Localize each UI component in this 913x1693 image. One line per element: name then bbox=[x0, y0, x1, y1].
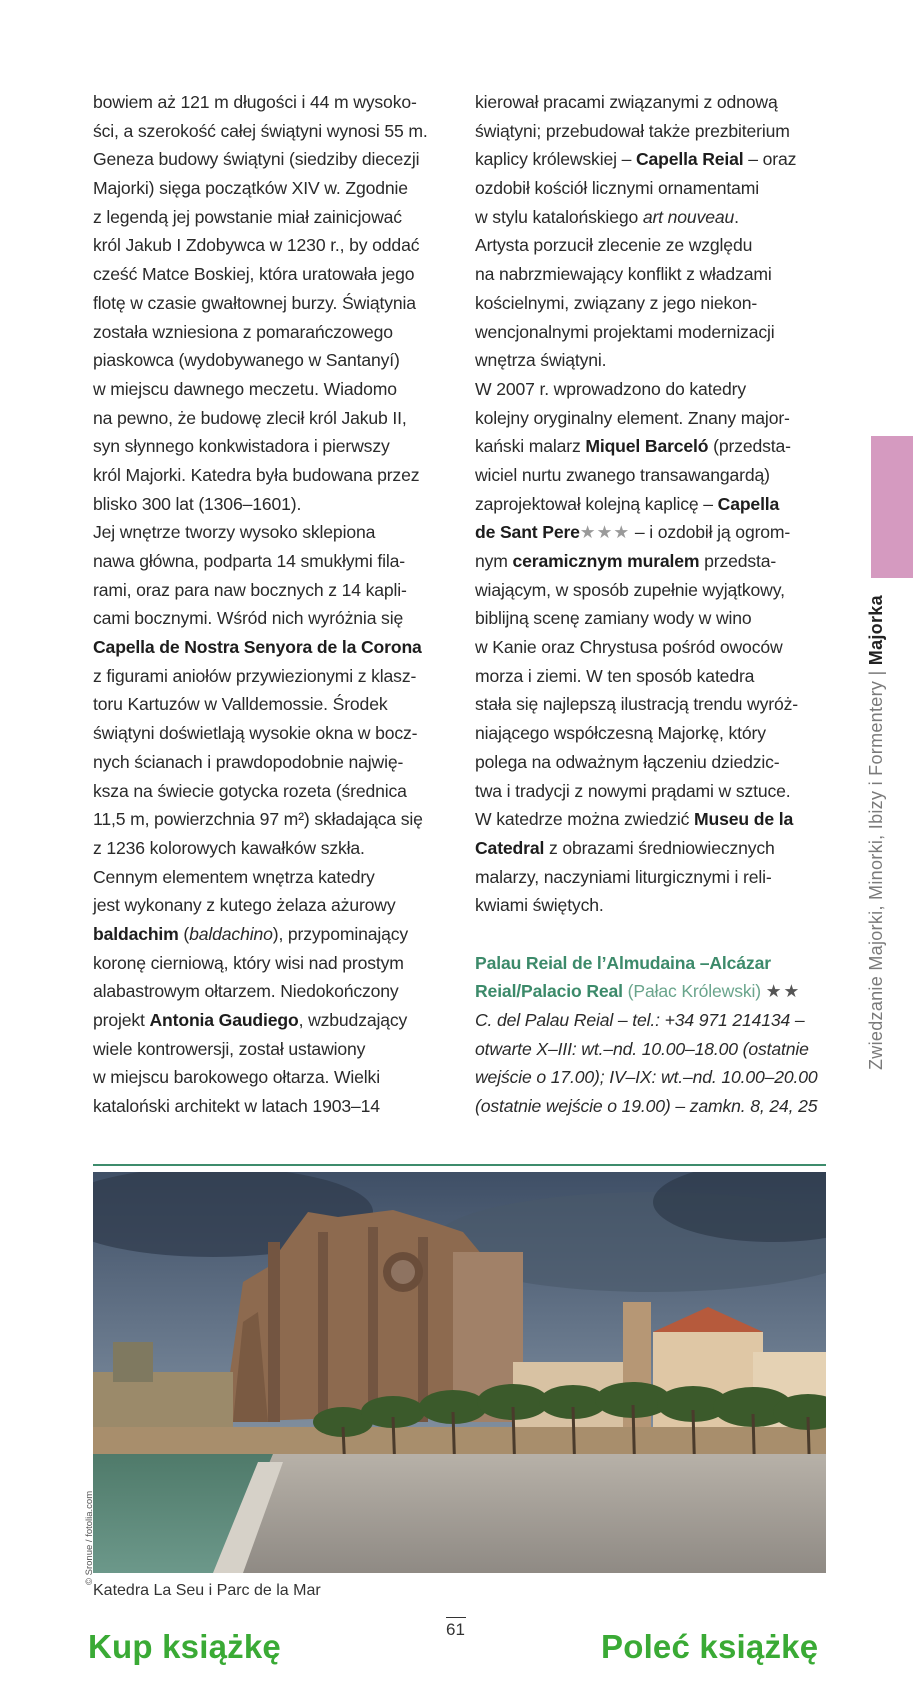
text-line: Geneza budowy świątyni (siedziby diecezji bbox=[93, 149, 420, 170]
text-fragment: kański malarz bbox=[475, 436, 586, 457]
text-line: malarzy, naczyniami liturgicznymi i reli- bbox=[475, 866, 772, 887]
recommend-book-link[interactable]: Poleć książkę bbox=[601, 1628, 819, 1665]
text-fragment: zaprojektował kolejną kaplicę – bbox=[475, 493, 718, 514]
bold-term: de Sant Pere bbox=[475, 522, 580, 543]
text-line: alabastrowym ołtarzem. Niedokończony bbox=[93, 981, 399, 1002]
text-fragment: projekt bbox=[93, 1010, 150, 1030]
bold-term: baldachim bbox=[93, 923, 179, 944]
section-heading-translation: (Pałac Królewski) bbox=[622, 981, 766, 1002]
text-line bbox=[475, 805, 825, 834]
text-line: świątyni; przebudował także prezbiterium bbox=[475, 120, 790, 141]
text-line: stała się najlepszą ilustracją trendu wyróż- bbox=[475, 694, 798, 715]
text-line: wiele kontrowersji, został ustawiony bbox=[93, 1038, 366, 1059]
text-line: ozdobił kościół licznymi ornamentami bbox=[475, 178, 760, 199]
text-line: świątyni doświetlają wysokie okna w bocz- bbox=[93, 723, 418, 744]
text-line: na pewno, że budowę zlecił król Jakub II, bbox=[93, 407, 407, 428]
rating-stars-icon: ★★ bbox=[765, 981, 802, 1002]
left-text-column bbox=[93, 88, 443, 1121]
text-line: piaskowca (wydobywanego w Santanyí) bbox=[93, 350, 400, 371]
text-fragment: W katedrze można zwiedzić bbox=[475, 809, 695, 830]
text-line: blisko 300 lat (1306–1601). bbox=[93, 493, 302, 514]
bold-term: Capella Reial bbox=[635, 149, 744, 170]
text-fragment: przedsta- bbox=[699, 551, 777, 571]
text-line: bowiem aż 121 m długości i 44 m wysoko- bbox=[93, 92, 417, 112]
text-line: w miejscu barokowego ołtarza. Wielki bbox=[93, 1067, 380, 1088]
divider bbox=[93, 1164, 826, 1166]
text-fragment: . bbox=[734, 206, 739, 227]
spacer bbox=[475, 920, 825, 949]
text-line: została wzniesiona z pomarańczowego bbox=[93, 321, 393, 342]
buy-book-link[interactable]: Kup książkę bbox=[88, 1628, 281, 1665]
text-line: kierował pracami związanymi z odnową bbox=[475, 92, 778, 112]
right-text-column bbox=[475, 88, 825, 1121]
text-line: twa i tradycji z nowymi prądami w sztuce. bbox=[475, 780, 791, 801]
text-line bbox=[475, 834, 825, 863]
page-number: 61 bbox=[446, 1620, 465, 1639]
text-line: biblijną scenę zamiany wody w wino bbox=[475, 608, 752, 629]
bold-term: Antonia Gaudiego bbox=[149, 1010, 299, 1030]
text-fragment: (przedsta- bbox=[708, 436, 791, 457]
text-line: niającego współczesną Majorkę, który bbox=[475, 723, 766, 744]
chapter-path: Zwiedzanie Majorki, Minorki, Ibizy i Formentery | bbox=[866, 665, 886, 1070]
text-line: cześć Matce Boskiej, która uratowała jego bbox=[93, 264, 415, 285]
bold-term: Capella bbox=[717, 493, 780, 514]
text-line: cami bocznymi. Wśród nich wyróżnia się bbox=[93, 608, 404, 629]
text-line: flotę w czasie gwałtownej burzy. Świątynia bbox=[93, 292, 416, 313]
section-heading-line bbox=[475, 977, 825, 1006]
text-line bbox=[93, 633, 443, 662]
text-line: na nabrzmiewający konflikt z władzami bbox=[475, 264, 772, 285]
section-heading-text: Reial/Palacio Real bbox=[475, 981, 623, 1002]
photo-caption: Katedra La Seu i Parc de la Mar bbox=[93, 1582, 321, 1599]
chapter-current: Majorka bbox=[866, 595, 886, 666]
text-line bbox=[93, 920, 443, 949]
text-line: ksza na świecie gotycka rozeta (średnica bbox=[93, 780, 407, 801]
text-line bbox=[475, 518, 825, 547]
text-line: kościelnymi, związany z jego niekon- bbox=[475, 292, 758, 313]
text-line: kwiami świętych. bbox=[475, 895, 604, 916]
text-fragment: – i ozdobił ją ogrom- bbox=[630, 522, 791, 543]
text-line: wencjonalnymi projektami modernizacji bbox=[475, 321, 775, 342]
bold-term: Museu de la bbox=[694, 809, 794, 830]
info-line: otwarte X–III: wt.–nd. 10.00–18.00 (ostatnie bbox=[475, 1038, 809, 1059]
text-line bbox=[475, 490, 825, 519]
text-line: Cennym elementem wnętrza katedry bbox=[93, 866, 375, 887]
text-fragment: kaplicy królewskiej – bbox=[475, 149, 636, 170]
text-line: 11,5 m, powierzchnia 97 m²) składająca się bbox=[93, 809, 423, 830]
text-line: wnętrza świątyni. bbox=[475, 350, 607, 371]
bold-term: Miquel Barceló bbox=[585, 436, 709, 457]
text-line: polega na odważnym łączeniu dziedzic- bbox=[475, 751, 780, 772]
text-line: nych ścianach i prawdopodobnie najwię- bbox=[93, 751, 404, 772]
text-line: toru Kartuzów w Valldemossie. Środek bbox=[93, 694, 388, 715]
text-line: wiciel nurtu zwanego transawangardą) bbox=[475, 464, 770, 485]
page-number-rule bbox=[446, 1617, 466, 1618]
text-line: król Jakub I Zdobywca w 1230 r., by oddać bbox=[93, 235, 420, 256]
text-line: Jej wnętrze tworzy wysoko sklepiona bbox=[93, 522, 376, 543]
chapter-title bbox=[866, 595, 887, 1070]
text-line: z legendą jej powstanie miał zainicjować bbox=[93, 206, 402, 227]
text-line: morza i ziemi. W ten sposób katedra bbox=[475, 665, 755, 686]
text-line: Majorki) sięga początków XIV w. Zgodnie bbox=[93, 178, 408, 199]
text-line: W 2007 r. wprowadzono do katedry bbox=[475, 378, 746, 399]
text-line: z 1236 kolorowych kawałków szkła. bbox=[93, 837, 365, 858]
text-line bbox=[475, 145, 825, 174]
text-line: w Kanie oraz Chrystusa pośród owoców bbox=[475, 637, 783, 658]
info-line: wejście o 17.00); IV–IX: wt.–nd. 10.00–20.00 bbox=[475, 1067, 818, 1088]
text-line: koronę cierniową, który wisi nad prostym bbox=[93, 952, 404, 973]
text-line: nawa główna, podparta 14 smukłymi fila- bbox=[93, 551, 405, 571]
text-fragment: nym bbox=[475, 551, 513, 571]
text-line bbox=[475, 547, 825, 576]
text-fragment: z obrazami średniowiecznych bbox=[544, 837, 775, 858]
text-line: w miejscu dawnego meczetu. Wiadomo bbox=[93, 378, 397, 399]
photo-credit: © Sronue / fotolia.com bbox=[84, 1490, 95, 1585]
bold-term: Capella de Nostra Senyora de la Corona bbox=[93, 637, 422, 658]
text-line: z figurami aniołów przywiezionymi z klasz- bbox=[93, 665, 417, 686]
text-line bbox=[93, 1006, 443, 1035]
bold-term: ceramicznym muralem bbox=[512, 551, 700, 571]
cathedral-photo bbox=[93, 1172, 826, 1573]
text-line: syn słynnego konkwistadora i pierwszy bbox=[93, 436, 390, 457]
text-fragment: w stylu katalońskiego bbox=[475, 206, 643, 227]
text-line: rami, oraz para naw bocznych z 14 kapli- bbox=[93, 579, 407, 600]
chapter-tab bbox=[871, 436, 913, 578]
text-line: wiającym, w sposób zupełnie wyjątkowy, bbox=[475, 579, 785, 600]
text-line: jest wykonany z kutego żelaza ażurowy bbox=[93, 895, 396, 916]
info-line: (ostatnie wejście o 19.00) – zamkn. 8, 24, 25 bbox=[475, 1096, 818, 1117]
text-line: król Majorki. Katedra była budowana przez bbox=[93, 464, 420, 485]
text-line: Artysta porzucił zlecenie ze względu bbox=[475, 235, 753, 256]
text-fragment: – oraz bbox=[743, 149, 797, 170]
text-line bbox=[475, 432, 825, 461]
text-line bbox=[475, 203, 825, 232]
info-line: C. del Palau Reial – tel.: +34 971 214134 – bbox=[475, 1010, 805, 1030]
bold-term: Catedral bbox=[475, 837, 545, 858]
text-line: kolejny oryginalny element. Znany major- bbox=[475, 407, 790, 428]
italic-term: baldachino bbox=[189, 923, 273, 944]
text-line: kataloński architekt w latach 1903–14 bbox=[93, 1096, 380, 1117]
text-fragment: ), przypominający bbox=[272, 923, 409, 944]
section-heading: Palau Reial de l’Almudaina –Alcázar bbox=[475, 952, 771, 973]
text-line: ści, a szerokość całej świątyni wynosi 55 m. bbox=[93, 120, 428, 141]
text-fragment: , wzbudzający bbox=[298, 1010, 408, 1030]
text-fragment: ( bbox=[178, 923, 190, 944]
rating-stars-icon: ★★★ bbox=[579, 522, 631, 543]
italic-term: art nouveau bbox=[642, 206, 735, 227]
